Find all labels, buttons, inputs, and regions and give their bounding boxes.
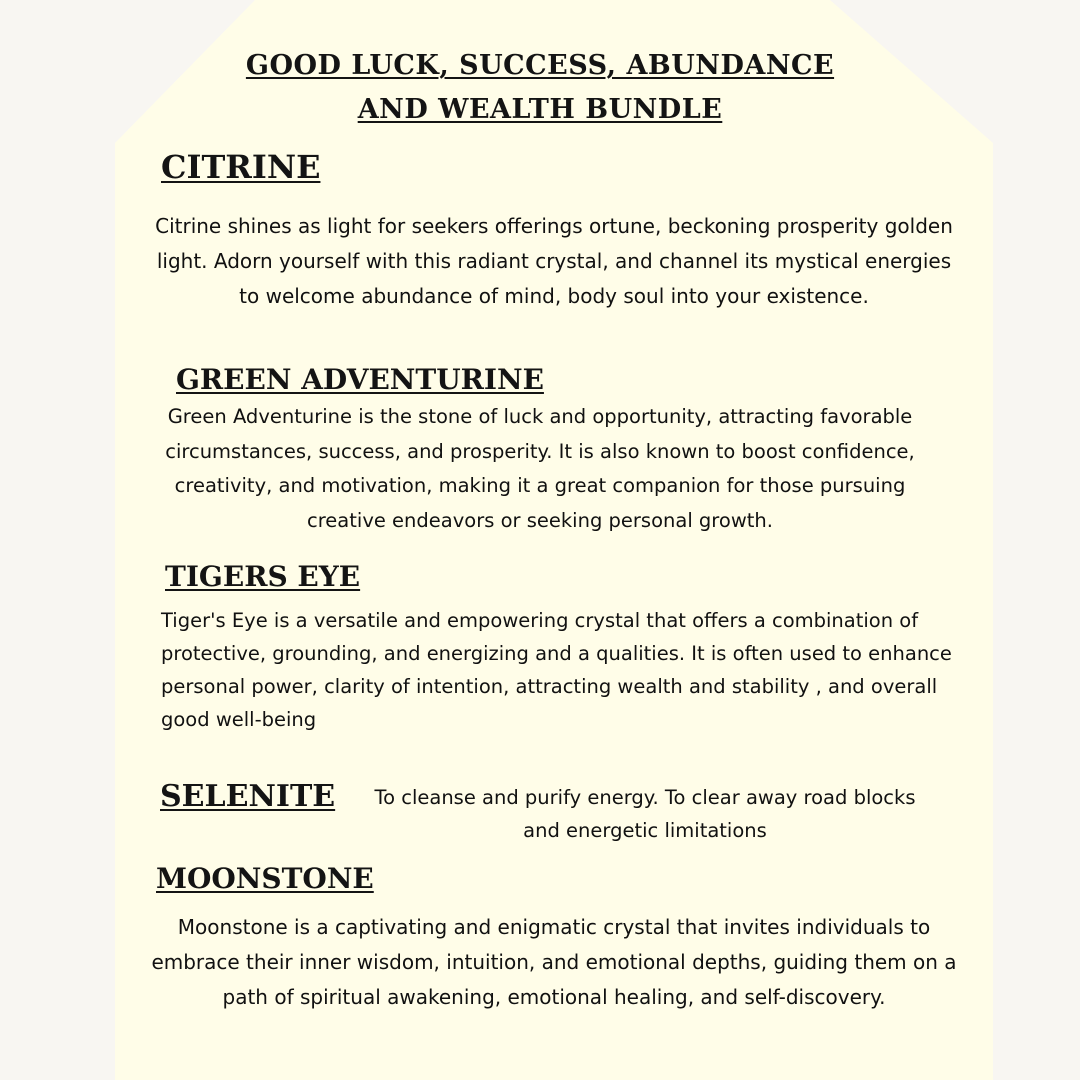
- moonstone-description: Moonstone is a captivating and enigmatic crystal that invites individuals to embrace their inner wisdom, intuition, and emotional depths, guiding them on a path of spiritual awakening, emotional healing, and self-discovery.: [151, 915, 957, 1009]
- title-line-1: GOOD LUCK, SUCCESS, ABUNDANCE: [245, 50, 835, 81]
- moonstone-heading: MOONSTONE: [156, 862, 374, 895]
- citrine-heading: CITRINE: [161, 148, 321, 186]
- tigers-eye-heading: TIGERS EYE: [165, 560, 361, 593]
- green-adventurine-description: Green Adventurine is the stone of luck and opportunity, attracting favorable circumstances, success, and prosperity. It is also known to boost confidence, creativity, and motivation, making it a great companion for those pursuing creative endeavors or seeking personal growth.: [165, 405, 915, 532]
- title-line-2: AND WEALTH BUNDLE: [357, 94, 723, 125]
- tigers-eye-description: Tiger's Eye is a versatile and empowering crystal that offers a combination of protective, grounding, and energizing and a qualities. It is often used to enhance personal power, clarity of intention, attracting wealth and stability , and overall good well-being: [161, 609, 952, 731]
- selenite-heading: SELENITE: [160, 779, 336, 814]
- selenite-description: To cleanse and purify energy. To clear away road blocks and energetic limitations: [374, 786, 916, 842]
- green-adventurine-heading: GREEN ADVENTURINE: [176, 363, 544, 396]
- citrine-description: Citrine shines as light for seekers offerings ortune, beckoning prosperity golden light. Adorn yourself with this radiant crystal, and channel its mystical energies to welcome abundance of mind, body soul into your existence.: [155, 214, 953, 308]
